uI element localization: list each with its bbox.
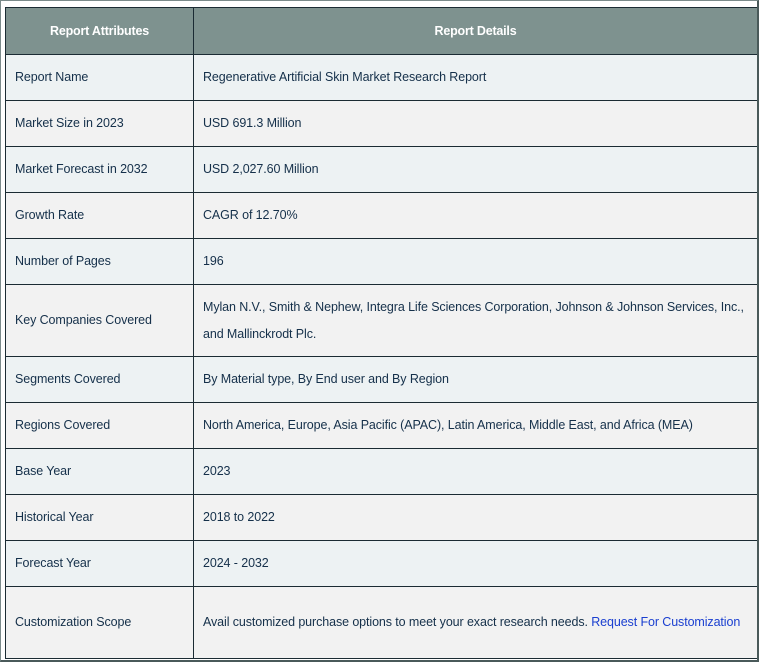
detail-cell: 2024 - 2032 bbox=[194, 541, 758, 587]
table-row-key-companies bbox=[6, 285, 758, 357]
detail-cell: USD 691.3 Million bbox=[194, 101, 758, 147]
table-row-forecast-year bbox=[6, 541, 758, 587]
report-attributes-table bbox=[5, 7, 758, 659]
attribute-cell: Customization Scope bbox=[6, 587, 194, 659]
table-row-number-of-pages bbox=[6, 239, 758, 285]
table-row-regions-covered bbox=[6, 403, 758, 449]
table-row-growth-rate bbox=[6, 193, 758, 239]
attribute-cell: Report Name bbox=[6, 55, 194, 101]
table-row-base-year bbox=[6, 449, 758, 495]
request-customization-link[interactable]: Request For Customization bbox=[591, 615, 741, 629]
header-report-details: Report Details bbox=[194, 8, 758, 55]
attribute-cell: Regions Covered bbox=[6, 403, 194, 449]
detail-cell: 2018 to 2022 bbox=[194, 495, 758, 541]
attribute-cell: Key Companies Covered bbox=[6, 285, 194, 357]
attribute-cell: Segments Covered bbox=[6, 357, 194, 403]
attribute-cell: Forecast Year bbox=[6, 541, 194, 587]
detail-cell: North America, Europe, Asia Pacific (APAC), Latin America, Middle East, and Africa (MEA) bbox=[194, 403, 758, 449]
table-row-segments-covered bbox=[6, 357, 758, 403]
detail-cell: Mylan N.V., Smith & Nephew, Integra Life Sciences Corporation, Johnson & Johnson Services, Inc., and Mallinckrodt Plc. bbox=[194, 285, 758, 357]
attribute-cell: Historical Year bbox=[6, 495, 194, 541]
header-report-attributes: Report Attributes bbox=[6, 8, 194, 55]
detail-cell: USD 2,027.60 Million bbox=[194, 147, 758, 193]
detail-cell bbox=[194, 587, 758, 659]
detail-cell: By Material type, By End user and By Region bbox=[194, 357, 758, 403]
attribute-cell: Market Size in 2023 bbox=[6, 101, 194, 147]
table-row-historical-year bbox=[6, 495, 758, 541]
table-row-market-forecast bbox=[6, 147, 758, 193]
table-header-row bbox=[6, 8, 758, 55]
attribute-cell: Base Year bbox=[6, 449, 194, 495]
detail-cell: CAGR of 12.70% bbox=[194, 193, 758, 239]
table-row-report-name bbox=[6, 55, 758, 101]
table-row-market-size bbox=[6, 101, 758, 147]
attribute-cell: Market Forecast in 2032 bbox=[6, 147, 194, 193]
table-row-customization-scope bbox=[6, 587, 758, 659]
detail-cell: 2023 bbox=[194, 449, 758, 495]
detail-cell: 196 bbox=[194, 239, 758, 285]
attribute-cell: Growth Rate bbox=[6, 193, 194, 239]
attribute-cell: Number of Pages bbox=[6, 239, 194, 285]
customization-text: Avail customized purchase options to meet your exact research needs. bbox=[203, 615, 592, 629]
detail-cell: Regenerative Artificial Skin Market Research Report bbox=[194, 55, 758, 101]
